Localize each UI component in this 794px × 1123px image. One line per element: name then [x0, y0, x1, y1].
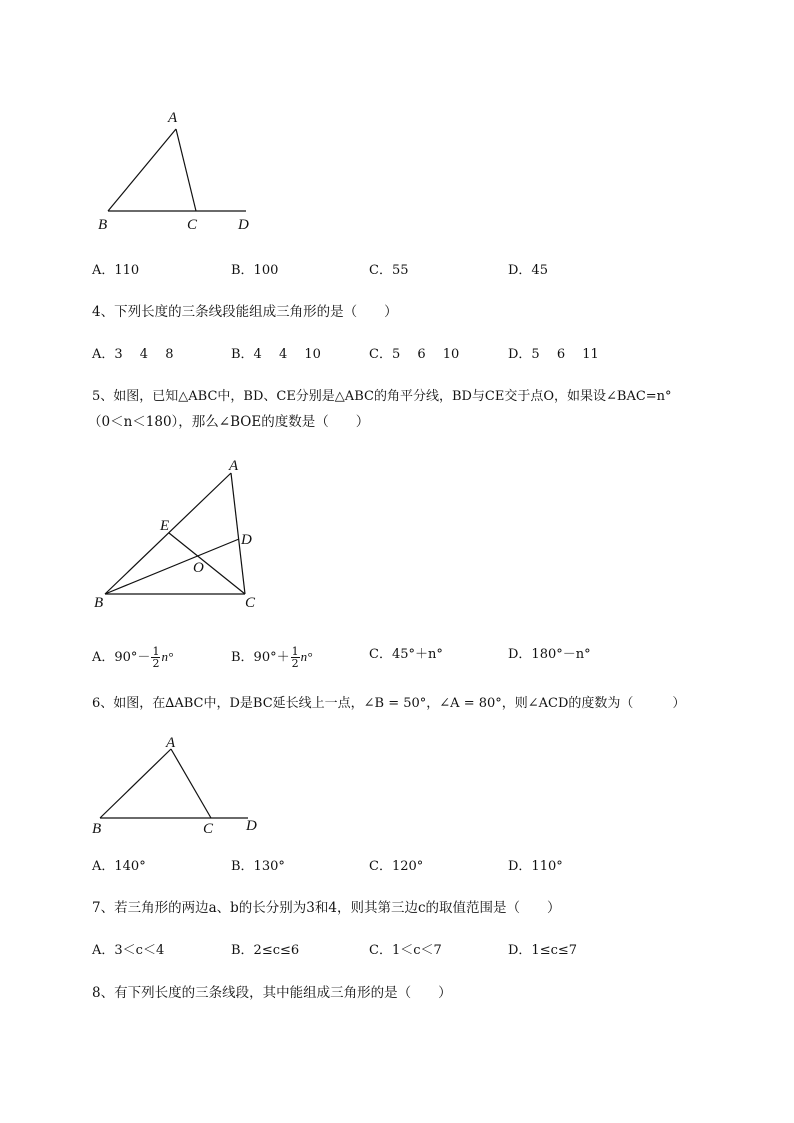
figure-3-svg — [88, 730, 268, 840]
q7-stem: 7、若三角形的两边a、b的长分别为3和4，则其第三边c的取值范围是（ ） — [92, 900, 561, 916]
label-B: B — [92, 821, 102, 837]
q6-option-b: B．130° — [231, 859, 285, 874]
q3-option-c: C．55 — [369, 263, 409, 278]
fraction-denominator: 2 — [291, 657, 299, 670]
q8-stem: 8、有下列长度的三条线段，其中能组成三角形的是（ ） — [92, 985, 452, 1001]
q6-stem: 6、如图，在∆ABC中，D是BC延长线上一点，∠B = 50°，∠A = 80°，则∠ACD的度数为（ ） — [92, 696, 686, 711]
fraction-one-half — [291, 646, 300, 669]
fraction-numerator: 1 — [291, 645, 299, 658]
figure-triangle-exterior-angle — [88, 730, 268, 840]
q4-option-a: A．3 4 8 — [92, 347, 174, 362]
q4-option-b: B．4 4 10 — [231, 347, 321, 362]
label-C: C — [203, 821, 214, 837]
q5-option-a-suffix: n° — [161, 649, 174, 664]
q5-option-d: D．180°－n° — [508, 647, 591, 662]
label-C: C — [187, 217, 198, 233]
q3-option-b: B．100 — [231, 263, 279, 278]
fraction-denominator: 2 — [152, 657, 160, 670]
label-O: O — [193, 560, 204, 576]
figure-2-svg — [88, 455, 278, 615]
q5-stem-line-2: （0＜n＜180），那么∠BOE的度数是（ ） — [88, 414, 370, 430]
label-A: A — [229, 458, 239, 474]
q7-option-a: A．3＜c＜4 — [92, 943, 165, 958]
label-D: D — [238, 217, 249, 233]
label-A: A — [168, 110, 178, 126]
q5-option-c: C．45°＋n° — [369, 647, 443, 662]
figure-1-svg — [90, 105, 270, 235]
label-D: D — [241, 532, 252, 548]
q4-option-d: D．5 6 11 — [508, 347, 599, 362]
label-D: D — [246, 818, 257, 834]
label-B: B — [94, 595, 104, 611]
q4-stem: 4、下列长度的三条线段能组成三角形的是（ ） — [92, 304, 398, 320]
figure-triangle-angle-bisectors — [88, 455, 278, 615]
q7-option-d: D．1≤c≤7 — [508, 943, 578, 958]
q6-option-d: D．110° — [508, 859, 563, 874]
q6-option-a: A．140° — [92, 859, 146, 874]
label-A: A — [166, 735, 176, 751]
q5-option-a-prefix: A．90°－ — [92, 650, 151, 665]
q5-option-b-suffix: n° — [300, 649, 313, 664]
fraction-one-half — [151, 646, 160, 669]
q5-option-b-prefix: B．90°＋ — [231, 650, 290, 665]
label-C: C — [245, 595, 256, 611]
q4-option-c: C．5 6 10 — [369, 347, 460, 362]
q3-option-a: A．110 — [92, 263, 140, 278]
q5-option-b — [231, 646, 312, 669]
q3-option-d: D．45 — [508, 263, 548, 278]
label-E: E — [160, 518, 170, 534]
q7-option-b: B．2≤c≤6 — [231, 943, 300, 958]
q6-option-c: C．120° — [369, 859, 424, 874]
q7-option-c: C．1＜c＜7 — [369, 943, 442, 958]
q5-option-a — [92, 646, 173, 669]
q5-stem-line-1: 5、如图，已知△ABC中，BD、CE分别是△ABC的角平分线，BD与CE交于点O，如果设∠BAC=n° — [92, 389, 672, 404]
fraction-numerator: 1 — [152, 645, 160, 658]
label-B: B — [98, 217, 108, 233]
figure-triangle-abc-extended — [90, 105, 270, 235]
